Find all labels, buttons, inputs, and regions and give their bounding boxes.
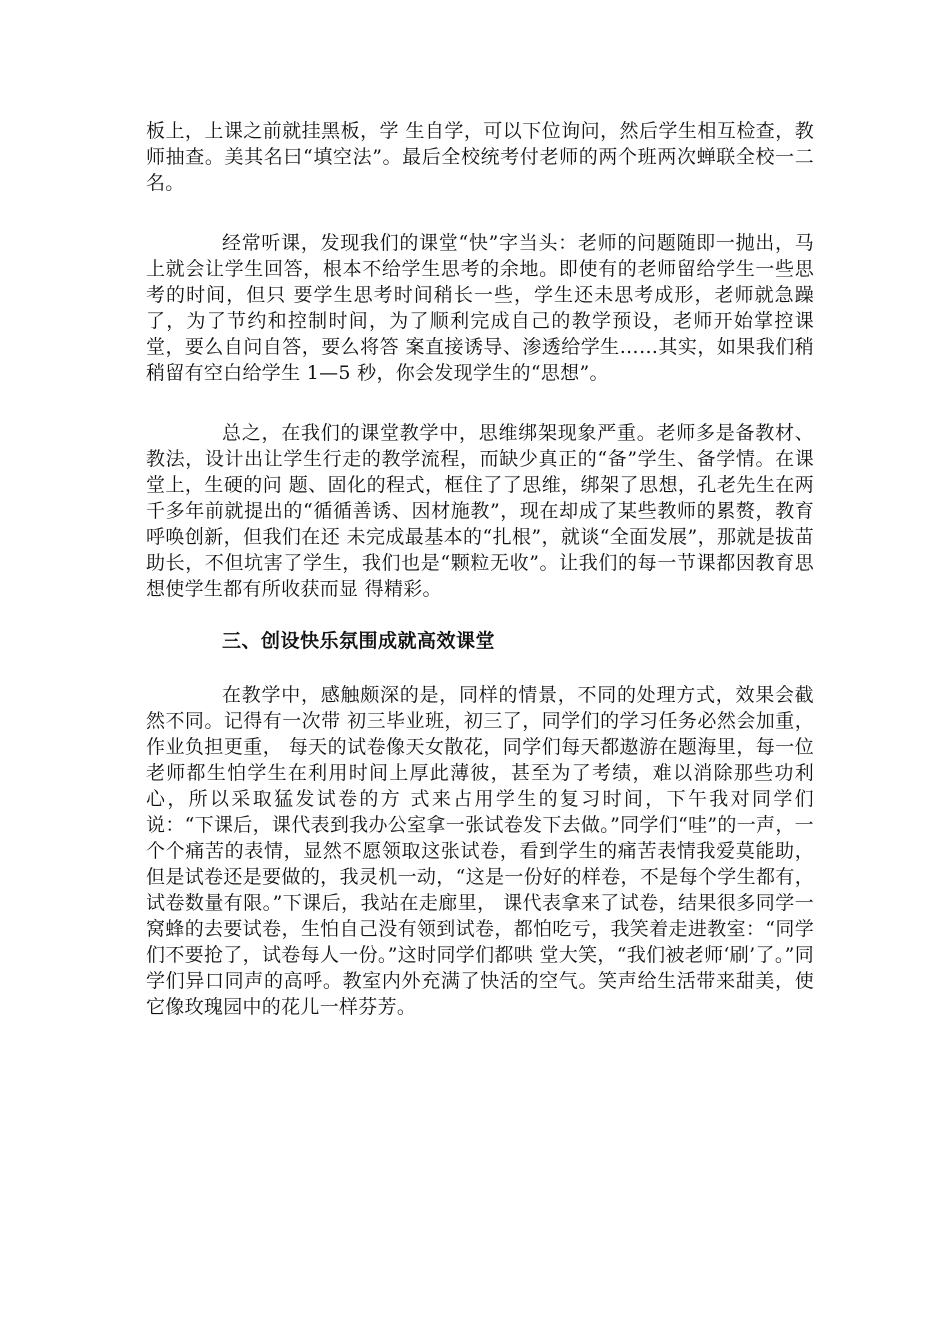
document-page: [146, 118, 814, 1020]
paragraph-continued: 板上，上课之前就挂黑板，学 生自学，可以下位询问，然后学生相互检查，教师抽查。美其名曰“填空法”。最后全校统考付老师的两个班两次蝉联全校一二名。: [146, 120, 814, 194]
paragraph-happy-atmosphere: 在教学中，感触颇深的是，同样的情景，不同的处理方式，效果会截然不同。记得有一次带 初三毕业班，初三了，同学们的学习任务必然会加重，作业负担更重， 每天的试卷像天女散花，同学们每天都遨游在题海里，每一位老师都生怕学生在利用时间上厚此薄彼，甚至为了考绩，难以消除那些功利心，所以采取猛发试卷的方 式来占用学生的复习时间，下午我对同学们说：“下课后，课代表到我办公室拿一张试卷发下去做。”同学们“哇”的一声，一个个痛苦的表情，显然不愿领取这张试卷，看到学生的痛苦表情我爱莫能助，但是试卷还是要做的，我灵机一动，“这是一份好的样卷，不是每个学生都有，试卷数量有限。”下课后，我站在走廊里， 课代表拿来了试卷，结果很多同学一窝蜂的去要试卷，生怕自己没有领到试卷，都怕吃亏，我笑着走进教室：“同学们不要抢了，试卷每人一份。”这时同学们都哄 堂大笑，“我们被老师‘刷’了。”同学们异口同声的高呼。教室内外充满了快活的空气。笑声给生活带来甜美，使它像玫瑰园中的花儿一样芬芳。: [146, 684, 814, 1018]
section-heading: 三、创设快乐氛围成就高效课堂: [222, 630, 496, 652]
paragraph-classroom-fast: 经常听课，发现我们的课堂“快”字当头：老师的问题随即一抛出，马上就会让学生回答，根本不给学生思考的余地。即使有的老师留给学生一些思考的时间，但只 要学生思考时间稍长一些，学生还未思考成形，老师就急躁了，为了节约和控制时间，为了顺利完成自己的教学预设，老师开始掌控课堂，要么自问自答，要么将答 案直接诱导、渗透给学生……其实，如果我们稍稍留有空白给学生 1—5 秒，你会发现学生的“思想”。: [146, 232, 814, 384]
paragraph-thinking-kidnap: 总之，在我们的课堂教学中，思维绑架现象严重。老师多是备教材、教法，设计出让学生行走的教学流程，而缺少真正的“备”学生、备学情。在课堂上，生硬的问 题、固化的程式，框住了了思维，绑架了思想，孔老先生在两千多年前就提出的“循循善诱、因材施教”，现在却成了某些教师的累赘，教育呼唤创新，但我们在还 未完成最基本的“扎根”，就谈“全面发展”，那就是拔苗助长，不但坑害了学生，我们也是“颗粒无收”。让我们的每一节课都因教育思想使学生都有所收获而显 得精彩。: [146, 422, 814, 600]
